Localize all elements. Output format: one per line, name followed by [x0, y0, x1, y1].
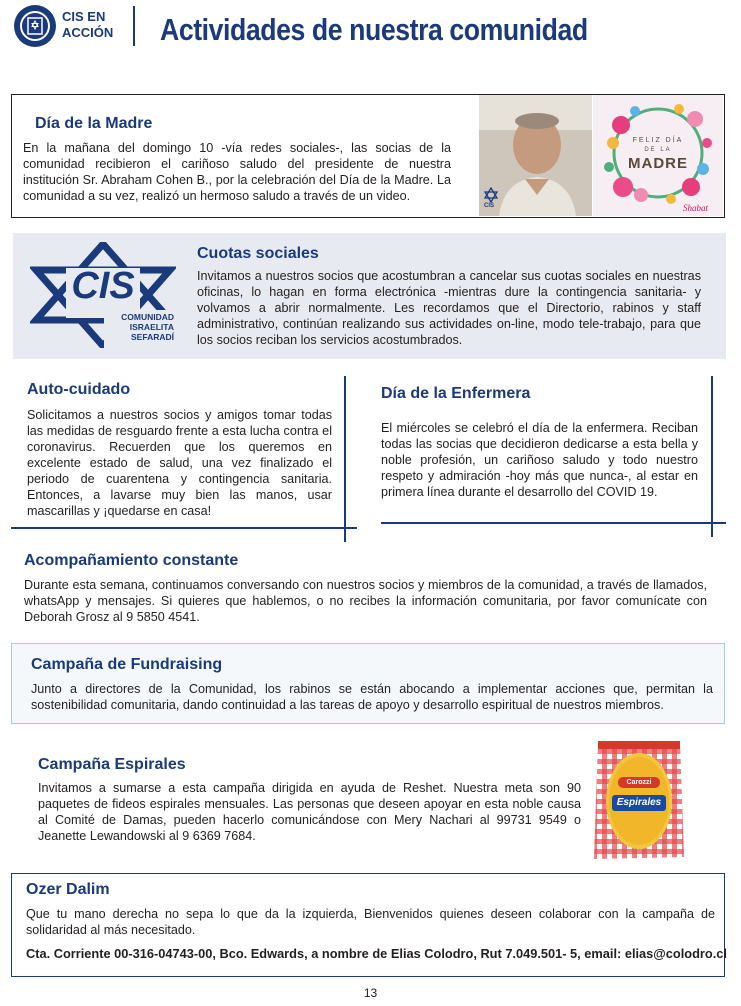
- photo-logo-text: CIS: [484, 203, 495, 209]
- mothers-day-card: [593, 95, 723, 216]
- ozer-account: Cta. Corriente 00-316-04743-00, Bco. Edwards, a nombre de Elias Colodro, Rut 7.049.501- 5, email: elias@colodro.cl: [26, 946, 727, 961]
- dia-madre-title: Día de la Madre: [35, 115, 153, 132]
- section-tag-line1: CIS EN: [62, 9, 106, 24]
- acompanamiento-body: Durante esta semana, continuamos conversando con nuestros socios y miembros de la comunidad, a través de llamados, whatsApp y mensajes. Si quieres que hablemos, o no recibes la información comunitaria, por favor comunícate con Deborah Grosz al 9 5850 4541.: [24, 578, 707, 624]
- cis-logo-sub1: COMUNIDAD: [121, 312, 174, 322]
- enfermera-vertical-rule: [711, 376, 713, 537]
- fundraising-title: Campaña de Fundraising: [31, 656, 223, 673]
- autocuidado-horizontal-rule: [11, 527, 357, 529]
- cis-logo: [30, 242, 176, 348]
- card-line3: MADRE: [628, 155, 688, 172]
- cis-logo-subtitle: [102, 312, 174, 342]
- section-tag: [62, 9, 122, 41]
- card-line2: DE LA: [644, 147, 672, 153]
- package-brand: Carozzi: [618, 777, 660, 788]
- enfermera-body: El miércoles se celebró el día de la enfermera. Reciban todas las socias que decidieron dedicarse a esta bella y noble profesión, un cariñoso saludo y todo nuestro respeto y admiración -hoy más que nunca-, al estar en primera línea durante el desarrollo del COVID 19.: [381, 421, 698, 499]
- cuotas-title: Cuotas sociales: [197, 245, 319, 262]
- fundraising-body: Junto a directores de la Comunidad, los rabinos se están abocando a implementar acciones que, permitan la sostenibilidad comunitaria, dando continuidad a las tareas de apoyo y desarrollo espiritual de nuestros miembros.: [31, 682, 713, 712]
- cis-logo-text: CIS: [71, 265, 135, 307]
- header-divider: [133, 6, 135, 46]
- president-video-photo: [479, 95, 592, 216]
- section-tag-line2: ACCIÓN: [62, 25, 114, 40]
- cuotas-body: Invitamos a nuestros socios que acostumbran a cancelar sus cuotas sociales en nuestras oficinas, lo hagan en forma electrónica -mientras dure la contingencia sanitaria- y volvamos a abrir normalmente. Les recordamos que el Directorio, rabinos y staff administrativo, continúan realizando sus actividades on-line, modo tele-trabajo, para que los socios reciban los servicios acostumbrados.: [197, 269, 701, 347]
- cis-logo-sub2: ISRAELITA: [129, 322, 174, 332]
- cis-star-icon: [483, 187, 499, 203]
- autocuidado-body: Solicitamos a nuestros socios y amigos tomar todas las medidas de resguardo frente a esta lucha contra el coronavirus. Recuerden que los queremos en excelente estado de salud, una vez finalizado el periodo de cuarentena y contingencia sanitaria. Entonces, a lavarse muy bien las manos, usar mascarillas y ¡quedarse en casa!: [27, 408, 332, 518]
- section-logo: [14, 5, 56, 47]
- dia-madre-body: En la mañana del domingo 10 -vía redes sociales-, las socias de la comunidad recibieron el cariñoso saludo del presidente de nuestra institución Sr. Abraham Cohen B., por la celebración del Día de la Madre. La comunidad a su vez, realizó un hermoso saludo a través de un video.: [23, 141, 451, 203]
- book-star-icon: [20, 11, 50, 41]
- cis-logo-sub3: SEFARADÍ: [131, 332, 174, 342]
- pasta-package: [592, 739, 686, 861]
- package-label: Espirales: [616, 797, 662, 808]
- enfermera-title: Día de la Enfermera: [381, 385, 531, 402]
- acompanamiento-title: Acompañamiento constante: [24, 552, 239, 569]
- espirales-title: Campaña Espirales: [38, 756, 186, 773]
- card-brand: Shabat: [683, 203, 709, 213]
- page-number: 13: [363, 986, 378, 1000]
- espirales-body: Invitamos a sumarse a esta campaña dirigida en ayuda de Reshet. Nuestra meta son 90 paquetes de fideos espirales mensuales. Las personas que deseen apoyar en esta noble causa al Comité de Damas, pueden hacerlo comunicándose con Mery Nachari al 99731 9549 o Jeanette Lewandowski al 9 6369 7684.: [38, 781, 581, 843]
- ozer-title: Ozer Dalim: [26, 881, 110, 898]
- autocuidado-title: Auto-cuidado: [27, 381, 131, 398]
- page-title: Actividades de nuestra comunidad: [160, 12, 588, 47]
- card-line1: FELIZ DÍA: [632, 137, 684, 144]
- enfermera-horizontal-rule: [381, 522, 726, 524]
- ozer-body: Que tu mano derecha no sepa lo que da la izquierda, Bienvenidos quienes deseen colaborar con la campaña de solidaridad al más necesitado.: [26, 907, 715, 937]
- autocuidado-vertical-rule: [344, 376, 346, 542]
